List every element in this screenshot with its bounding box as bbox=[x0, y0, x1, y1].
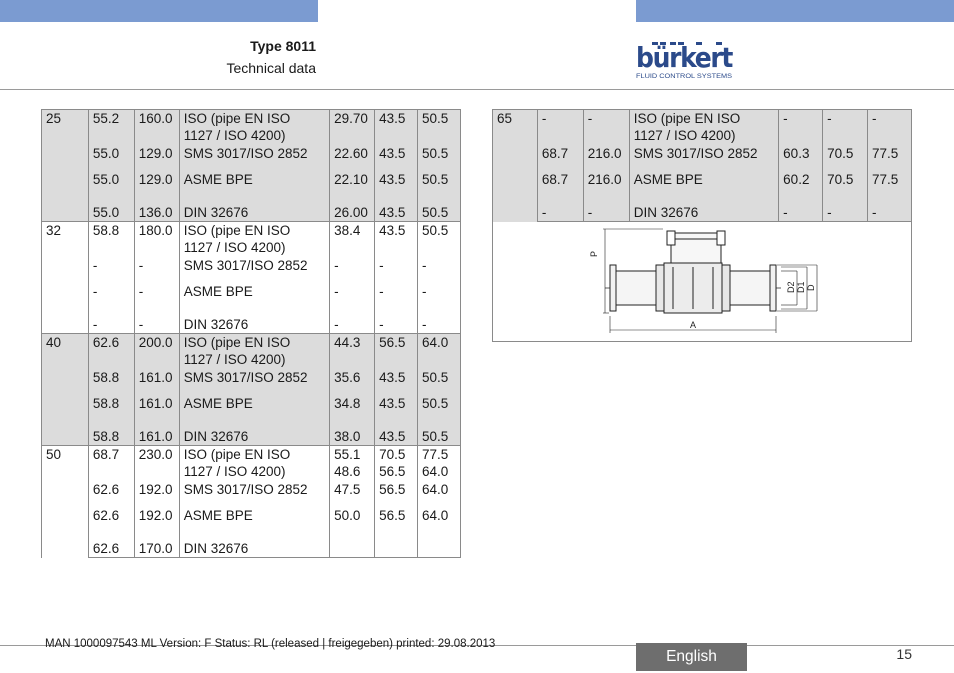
table-cell: - bbox=[134, 309, 179, 334]
table-cell: 200.0 bbox=[134, 334, 179, 370]
cell-line: ISO (pipe EN ISO bbox=[633, 111, 741, 126]
table-cell: DIN 32676 bbox=[179, 197, 329, 222]
table-cell: - bbox=[868, 197, 912, 222]
table-row bbox=[42, 395, 461, 421]
table-row bbox=[493, 197, 912, 222]
table-cell: 136.0 bbox=[134, 197, 179, 222]
table-row bbox=[42, 533, 461, 558]
table-row bbox=[42, 171, 461, 197]
table-cell: - bbox=[537, 110, 583, 146]
document-info: MAN 1000097543 ML Version: F Status: RL (released | freigegeben) printed: 29.08.2013 bbox=[45, 638, 496, 650]
table-cell: ASME BPE bbox=[179, 507, 329, 533]
table-cell: 22.10 bbox=[330, 171, 375, 197]
table-cell: - bbox=[583, 110, 629, 146]
table-row bbox=[42, 369, 461, 395]
table-cell: - bbox=[583, 197, 629, 222]
right-flange bbox=[770, 265, 776, 311]
table-cell: 180.0 bbox=[134, 222, 179, 258]
table-cell: SMS 3017/ISO 2852 bbox=[179, 257, 329, 283]
table-cell: 62.6 bbox=[88, 533, 134, 558]
table-cell: - bbox=[330, 283, 375, 309]
table-cell: - bbox=[823, 110, 868, 146]
table-cell: - bbox=[779, 197, 823, 222]
table-cell: 43.5 bbox=[375, 421, 418, 446]
table-cell: - bbox=[375, 283, 418, 309]
table-cell: - bbox=[375, 309, 418, 334]
table-cell: SMS 3017/ISO 2852 bbox=[179, 145, 329, 171]
table-cell: - bbox=[418, 283, 461, 309]
cell-line: 56.5 bbox=[379, 464, 406, 479]
table-cell: - bbox=[134, 257, 179, 283]
table-cell: 55.2 bbox=[88, 110, 134, 146]
table-cell: SMS 3017/ISO 2852 bbox=[179, 481, 329, 507]
logo-wordmark: bürkert bbox=[636, 41, 733, 74]
table-cell: 65 bbox=[493, 110, 538, 222]
table-cell: 50.5 bbox=[418, 110, 461, 146]
label-a: A bbox=[689, 320, 697, 330]
left-pipe bbox=[616, 271, 656, 305]
logo-tagline: FLUID CONTROL SYSTEMS bbox=[636, 73, 733, 80]
left-body-end bbox=[656, 265, 664, 311]
dimension-drawing-box bbox=[492, 221, 912, 342]
table-cell: 56.5 bbox=[375, 507, 418, 533]
cell-line: ISO (pipe EN ISO bbox=[183, 335, 291, 350]
table-cell: 60.2 bbox=[779, 171, 823, 197]
table-cell: - bbox=[418, 257, 461, 283]
label-d1: D1 bbox=[796, 281, 806, 293]
table-cell: 216.0 bbox=[583, 171, 629, 197]
table-cell: 38.0 bbox=[330, 421, 375, 446]
cell-line: 77.5 bbox=[422, 447, 449, 462]
table-cell: 43.5 bbox=[375, 369, 418, 395]
table-cell: 58.8 bbox=[88, 395, 134, 421]
table-cell: 50.5 bbox=[418, 421, 461, 446]
table-row bbox=[493, 145, 912, 171]
table-cell: 29.70 bbox=[330, 110, 375, 146]
table-cell: DIN 32676 bbox=[629, 197, 778, 222]
table-cell bbox=[179, 334, 329, 370]
table-cell: 62.6 bbox=[88, 334, 134, 370]
table-cell: 22.60 bbox=[330, 145, 375, 171]
table-row bbox=[42, 110, 461, 146]
table-cell: - bbox=[779, 110, 823, 146]
table-cell: - bbox=[823, 197, 868, 222]
table-cell bbox=[179, 446, 329, 482]
cell-line: ISO (pipe EN ISO bbox=[183, 223, 291, 238]
table-cell bbox=[330, 446, 375, 482]
table-cell: 58.8 bbox=[88, 222, 134, 258]
document-title: Type 8011 bbox=[250, 38, 316, 54]
table-row bbox=[42, 145, 461, 171]
table-cell: 50.5 bbox=[418, 222, 461, 258]
flowmeter-dimension-drawing bbox=[493, 221, 913, 342]
table-cell: 43.5 bbox=[375, 197, 418, 222]
table-cell: DIN 32676 bbox=[179, 309, 329, 334]
table-cell bbox=[375, 533, 418, 558]
table-cell bbox=[375, 446, 418, 482]
dimension-table-right bbox=[492, 109, 912, 222]
label-p: P bbox=[589, 250, 599, 257]
table-cell: 62.6 bbox=[88, 481, 134, 507]
table-row bbox=[42, 507, 461, 533]
table-cell: 161.0 bbox=[134, 395, 179, 421]
table-cell: 43.5 bbox=[375, 222, 418, 258]
table-cell bbox=[330, 533, 375, 558]
dimension-table-left bbox=[41, 109, 461, 558]
table-cell: 192.0 bbox=[134, 481, 179, 507]
cell-line: 1127 / ISO 4200) bbox=[183, 464, 286, 479]
table-cell: 160.0 bbox=[134, 110, 179, 146]
table-cell: 68.7 bbox=[88, 446, 134, 482]
table-cell bbox=[418, 446, 461, 482]
header-divider bbox=[0, 89, 954, 90]
table-cell: ASME BPE bbox=[179, 283, 329, 309]
electronics-housing bbox=[671, 233, 721, 263]
right-pipe bbox=[730, 271, 770, 305]
table-cell: 68.7 bbox=[537, 145, 583, 171]
table-cell: 43.5 bbox=[375, 395, 418, 421]
cell-line: ISO (pipe EN ISO bbox=[183, 447, 291, 462]
table-cell: 77.5 bbox=[868, 145, 912, 171]
cell-line: ISO (pipe EN ISO bbox=[183, 111, 291, 126]
table-cell: - bbox=[868, 110, 912, 146]
table-cell: 161.0 bbox=[134, 421, 179, 446]
table-cell bbox=[179, 110, 329, 146]
table-cell bbox=[629, 110, 778, 146]
table-cell: 50.5 bbox=[418, 171, 461, 197]
table-cell: 64.0 bbox=[418, 481, 461, 507]
right-body-end bbox=[722, 265, 730, 311]
table-cell: 50 bbox=[42, 446, 89, 558]
table-cell: 70.5 bbox=[823, 171, 868, 197]
table-row bbox=[493, 110, 912, 146]
table-cell: - bbox=[375, 257, 418, 283]
table-row bbox=[42, 309, 461, 334]
table-cell: 216.0 bbox=[583, 145, 629, 171]
table-cell: - bbox=[88, 283, 134, 309]
cable-gland-right bbox=[717, 231, 725, 245]
table-cell: 70.5 bbox=[823, 145, 868, 171]
table-cell: ASME BPE bbox=[179, 395, 329, 421]
table-cell: 64.0 bbox=[418, 334, 461, 370]
table-cell: DIN 32676 bbox=[179, 533, 329, 558]
table-cell: 43.5 bbox=[375, 145, 418, 171]
cell-line: 1127 / ISO 4200) bbox=[183, 352, 286, 367]
table-cell: 170.0 bbox=[134, 533, 179, 558]
table-cell: - bbox=[88, 309, 134, 334]
table-cell: - bbox=[330, 309, 375, 334]
table-cell: 55.0 bbox=[88, 197, 134, 222]
burkert-logo bbox=[636, 40, 736, 80]
table-cell: ASME BPE bbox=[179, 171, 329, 197]
cell-line: 1127 / ISO 4200) bbox=[183, 240, 286, 255]
table-cell: 44.3 bbox=[330, 334, 375, 370]
left-flange bbox=[610, 265, 616, 311]
table-cell: - bbox=[134, 283, 179, 309]
table-row bbox=[42, 222, 461, 258]
table-cell: - bbox=[537, 197, 583, 222]
cell-line: 1127 / ISO 4200) bbox=[183, 128, 286, 143]
table-cell: ASME BPE bbox=[629, 171, 778, 197]
table-cell: 64.0 bbox=[418, 507, 461, 533]
header-bar-left bbox=[0, 0, 318, 22]
label-d2: D2 bbox=[786, 281, 796, 293]
section-title: Technical data bbox=[226, 60, 316, 76]
table-cell: DIN 32676 bbox=[179, 421, 329, 446]
table-cell: 55.0 bbox=[88, 145, 134, 171]
table-row bbox=[42, 481, 461, 507]
table-cell: 77.5 bbox=[868, 171, 912, 197]
cell-line: 70.5 bbox=[379, 447, 406, 462]
table-cell: - bbox=[330, 257, 375, 283]
table-row bbox=[42, 197, 461, 222]
table-row bbox=[42, 257, 461, 283]
table-cell: 129.0 bbox=[134, 171, 179, 197]
table-cell: 161.0 bbox=[134, 369, 179, 395]
table-cell: - bbox=[418, 309, 461, 334]
table-cell: 34.8 bbox=[330, 395, 375, 421]
table-row bbox=[42, 283, 461, 309]
table-cell: 35.6 bbox=[330, 369, 375, 395]
table-cell: SMS 3017/ISO 2852 bbox=[179, 369, 329, 395]
cable-gland-left bbox=[667, 231, 675, 245]
table-cell: 40 bbox=[42, 334, 89, 446]
table-cell: SMS 3017/ISO 2852 bbox=[629, 145, 778, 171]
table-row bbox=[42, 334, 461, 370]
table-cell: 62.6 bbox=[88, 507, 134, 533]
header-bar-right bbox=[636, 0, 954, 22]
table-cell: 58.8 bbox=[88, 369, 134, 395]
table-cell: 56.5 bbox=[375, 334, 418, 370]
table-cell: 58.8 bbox=[88, 421, 134, 446]
page-number: 15 bbox=[896, 646, 912, 662]
table-cell: 230.0 bbox=[134, 446, 179, 482]
table-cell: 26.00 bbox=[330, 197, 375, 222]
language-tab: English bbox=[636, 643, 747, 671]
table-cell: 192.0 bbox=[134, 507, 179, 533]
table-row bbox=[42, 446, 461, 482]
table-cell: 50.5 bbox=[418, 197, 461, 222]
cell-line: 55.1 bbox=[334, 447, 361, 462]
table-cell: 60.3 bbox=[779, 145, 823, 171]
table-cell: - bbox=[88, 257, 134, 283]
table-cell: 50.5 bbox=[418, 369, 461, 395]
table-cell: 25 bbox=[42, 110, 89, 222]
table-cell: 43.5 bbox=[375, 171, 418, 197]
table-cell: 47.5 bbox=[330, 481, 375, 507]
cell-line: 48.6 bbox=[334, 464, 361, 479]
cell-line: 1127 / ISO 4200) bbox=[633, 128, 736, 143]
table-row bbox=[42, 421, 461, 446]
cell-line: 64.0 bbox=[422, 464, 449, 479]
table-cell: 129.0 bbox=[134, 145, 179, 171]
table-cell: 43.5 bbox=[375, 110, 418, 146]
label-d: D bbox=[806, 284, 816, 291]
table-cell: 38.4 bbox=[330, 222, 375, 258]
table-cell: 56.5 bbox=[375, 481, 418, 507]
table-cell bbox=[418, 533, 461, 558]
table-cell bbox=[179, 222, 329, 258]
table-cell: 50.5 bbox=[418, 395, 461, 421]
table-cell: 32 bbox=[42, 222, 89, 334]
table-row bbox=[493, 171, 912, 197]
table-cell: 55.0 bbox=[88, 171, 134, 197]
table-cell: 68.7 bbox=[537, 171, 583, 197]
table-cell: 50.0 bbox=[330, 507, 375, 533]
table-cell: 50.5 bbox=[418, 145, 461, 171]
